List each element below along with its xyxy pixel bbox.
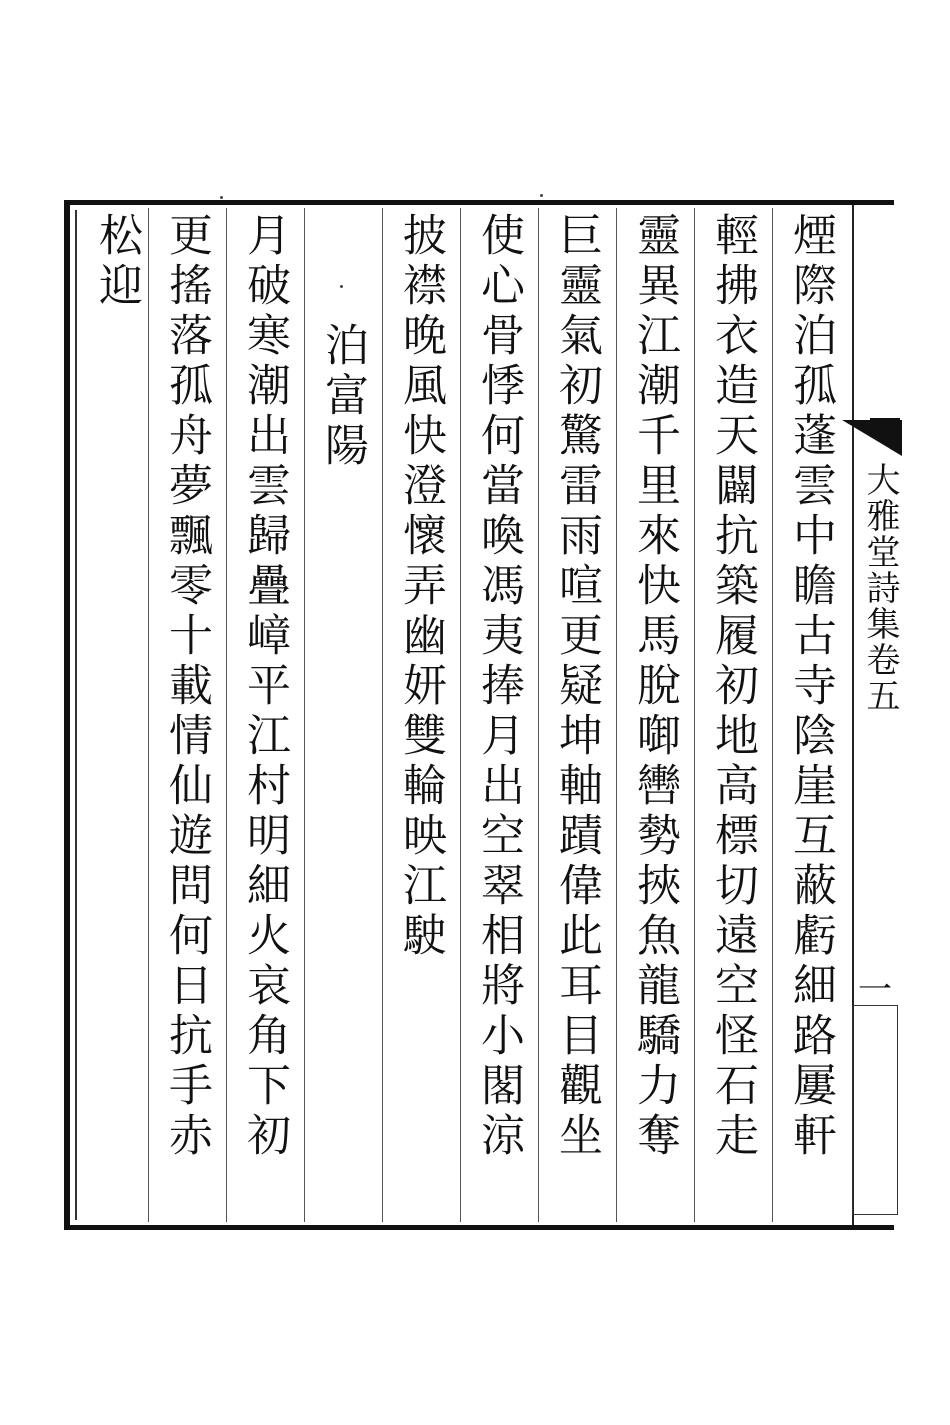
banxin-title: 大雅堂詩集卷五 [860, 462, 900, 714]
column-divider [460, 208, 461, 1222]
text-column: 月破寒潮出雲歸疊嶂平江村明細火哀角下初 [239, 212, 290, 1162]
column-divider [148, 208, 149, 1222]
column-divider [382, 208, 383, 1222]
text-column: 披襟晚風快澄懷弄幽妍雙輪映江駛 [395, 212, 446, 962]
column-divider [694, 208, 695, 1222]
text-column: 煙際泊孤蓬雲中瞻古寺陰崖互蔽虧細路屢軒 [785, 212, 836, 1162]
poem-title: 泊富陽 [317, 322, 368, 472]
fish-tail-block [870, 418, 900, 436]
text-column: 靈異江潮千里來快馬脫啣轡勢挾魚龍驕力奪 [629, 212, 680, 1162]
text-column: 松迎 [91, 212, 142, 312]
ink-speck [340, 285, 343, 288]
column-divider [772, 208, 773, 1222]
column-divider [304, 208, 305, 1222]
banxin-lower-box [852, 1005, 898, 1215]
text-column: 巨靈氣初驚雷雨喧更疑坤軸蹟偉此耳目觀坐 [551, 212, 602, 1162]
banxin-page-number: 一 [858, 970, 892, 1010]
inner-border-rule [75, 210, 77, 1220]
text-column: 更搖落孤舟夢飄零十載情仙遊問何日抗手赤 [161, 212, 212, 1162]
column-divider [226, 208, 227, 1222]
column-divider [538, 208, 539, 1222]
text-column: 輕拂衣造天闢抗築履初地高標切遠空怪石走 [707, 212, 758, 1162]
text-column: 使心骨悸何當喚馮夷捧月出空翠相將小閣涼 [473, 212, 524, 1162]
ink-speck [220, 196, 223, 199]
column-divider [616, 208, 617, 1222]
ink-speck [540, 194, 543, 197]
